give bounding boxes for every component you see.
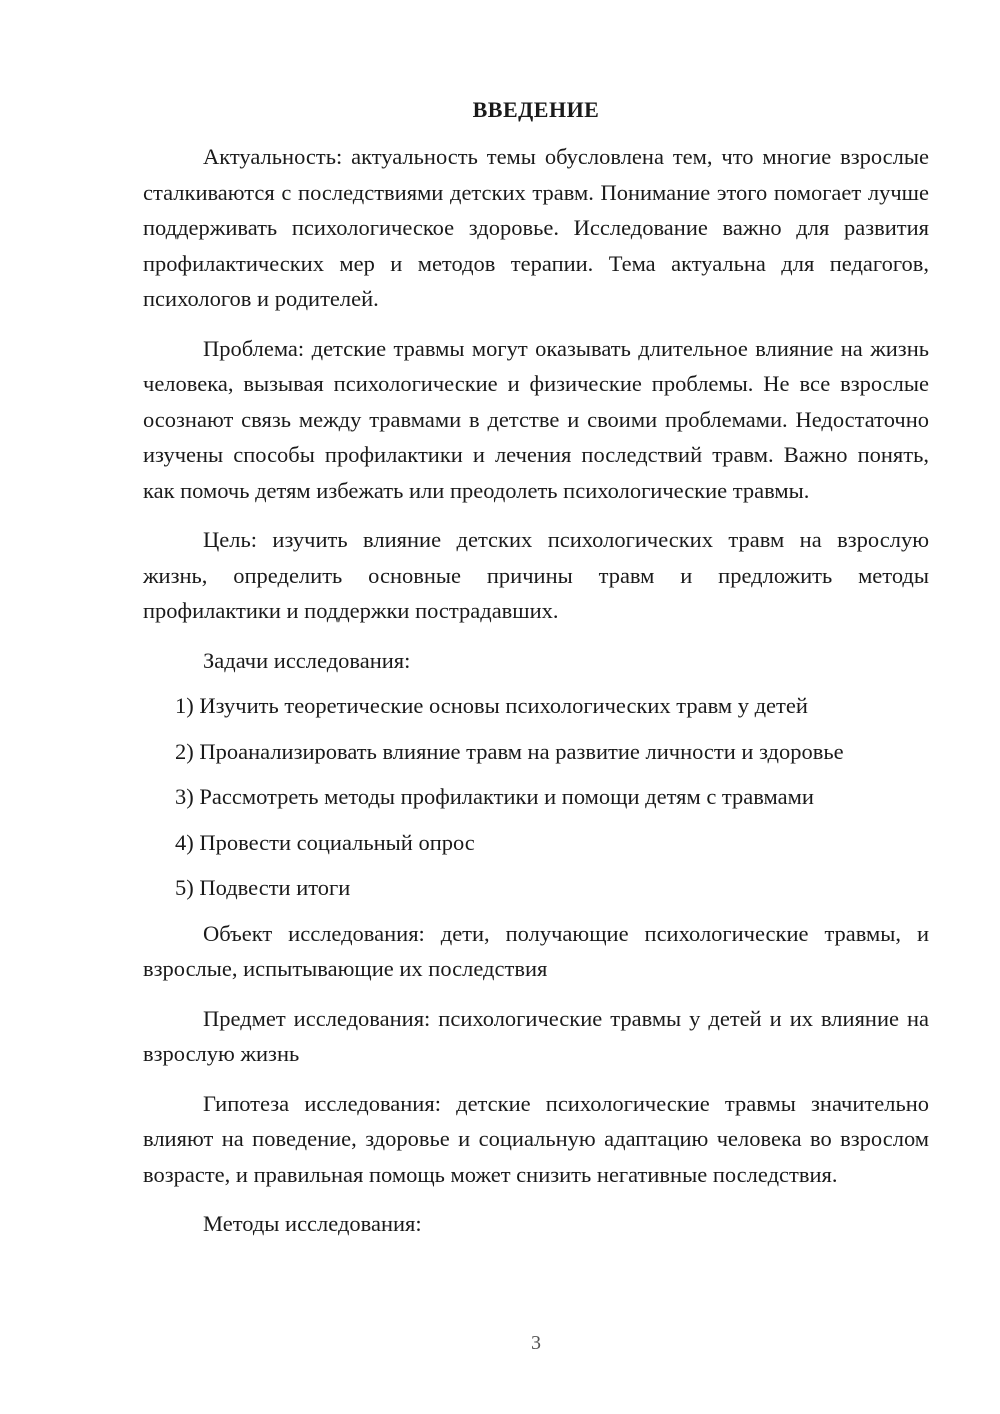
problem-paragraph: Проблема: детские травмы могут оказывать длительное влияние на жизнь человека, вызывая психологические и физические проблемы. Не все взрослые осознают связь между травмами в детстве и своими проблемами. Недостаточно изучены способы профилактики и лечения последствий травм. Важно понять, как помочь детям избежать или преодолеть психологические травмы. [143,335,929,503]
goal-paragraph: Цель: изучить влияние детских психологических травм на взрослую жизнь, определить основные причины травм и предложить методы профилактики и поддержки пострадавших. [143,527,929,623]
subject-paragraph: Предмет исследования: психологические травмы у детей и их влияние на взрослую жизнь [143,1005,929,1066]
hypothesis-paragraph: Гипотеза исследования: детские психологические травмы значительно влияют на поведение, здоровье и социальную адаптацию человека во взрослом возрасте, и правильная помощь может снизить негативные последствия. [143,1090,929,1187]
list-item: 4) Провести социальный опрос [175,829,475,855]
object-paragraph: Объект исследования: дети, получающие психологические травмы, и взрослые, испытывающие их последствия [143,920,929,981]
list-item: 2) Проанализировать влияние травм на развитие личности и здоровье [175,738,844,764]
list-item: 1) Изучить теоретические основы психологических травм у детей [175,693,808,718]
page-number: 3 [531,1332,541,1354]
section-title: ВВЕДЕНИЕ [472,97,600,122]
tasks-list [143,688,929,906]
page-content [143,95,929,1252]
methods-heading: Методы исследования: [203,1211,422,1236]
list-item: 5) Подвести итоги [175,875,351,900]
list-item: 3) Рассмотреть методы профилактики и помощи детям с травмами [175,784,814,809]
tasks-heading: Задачи исследования: [203,647,411,673]
relevance-paragraph: Актуальность: актуальность темы обусловлена тем, что многие взрослые сталкиваются с последствиями детских травм. Понимание этого помогает лучше поддерживать психологическое здоровье. Исследование важно для развития профилактических мер и методов терапии. Тема актуальна для педагогов, психологов и родителей. [143,144,929,311]
